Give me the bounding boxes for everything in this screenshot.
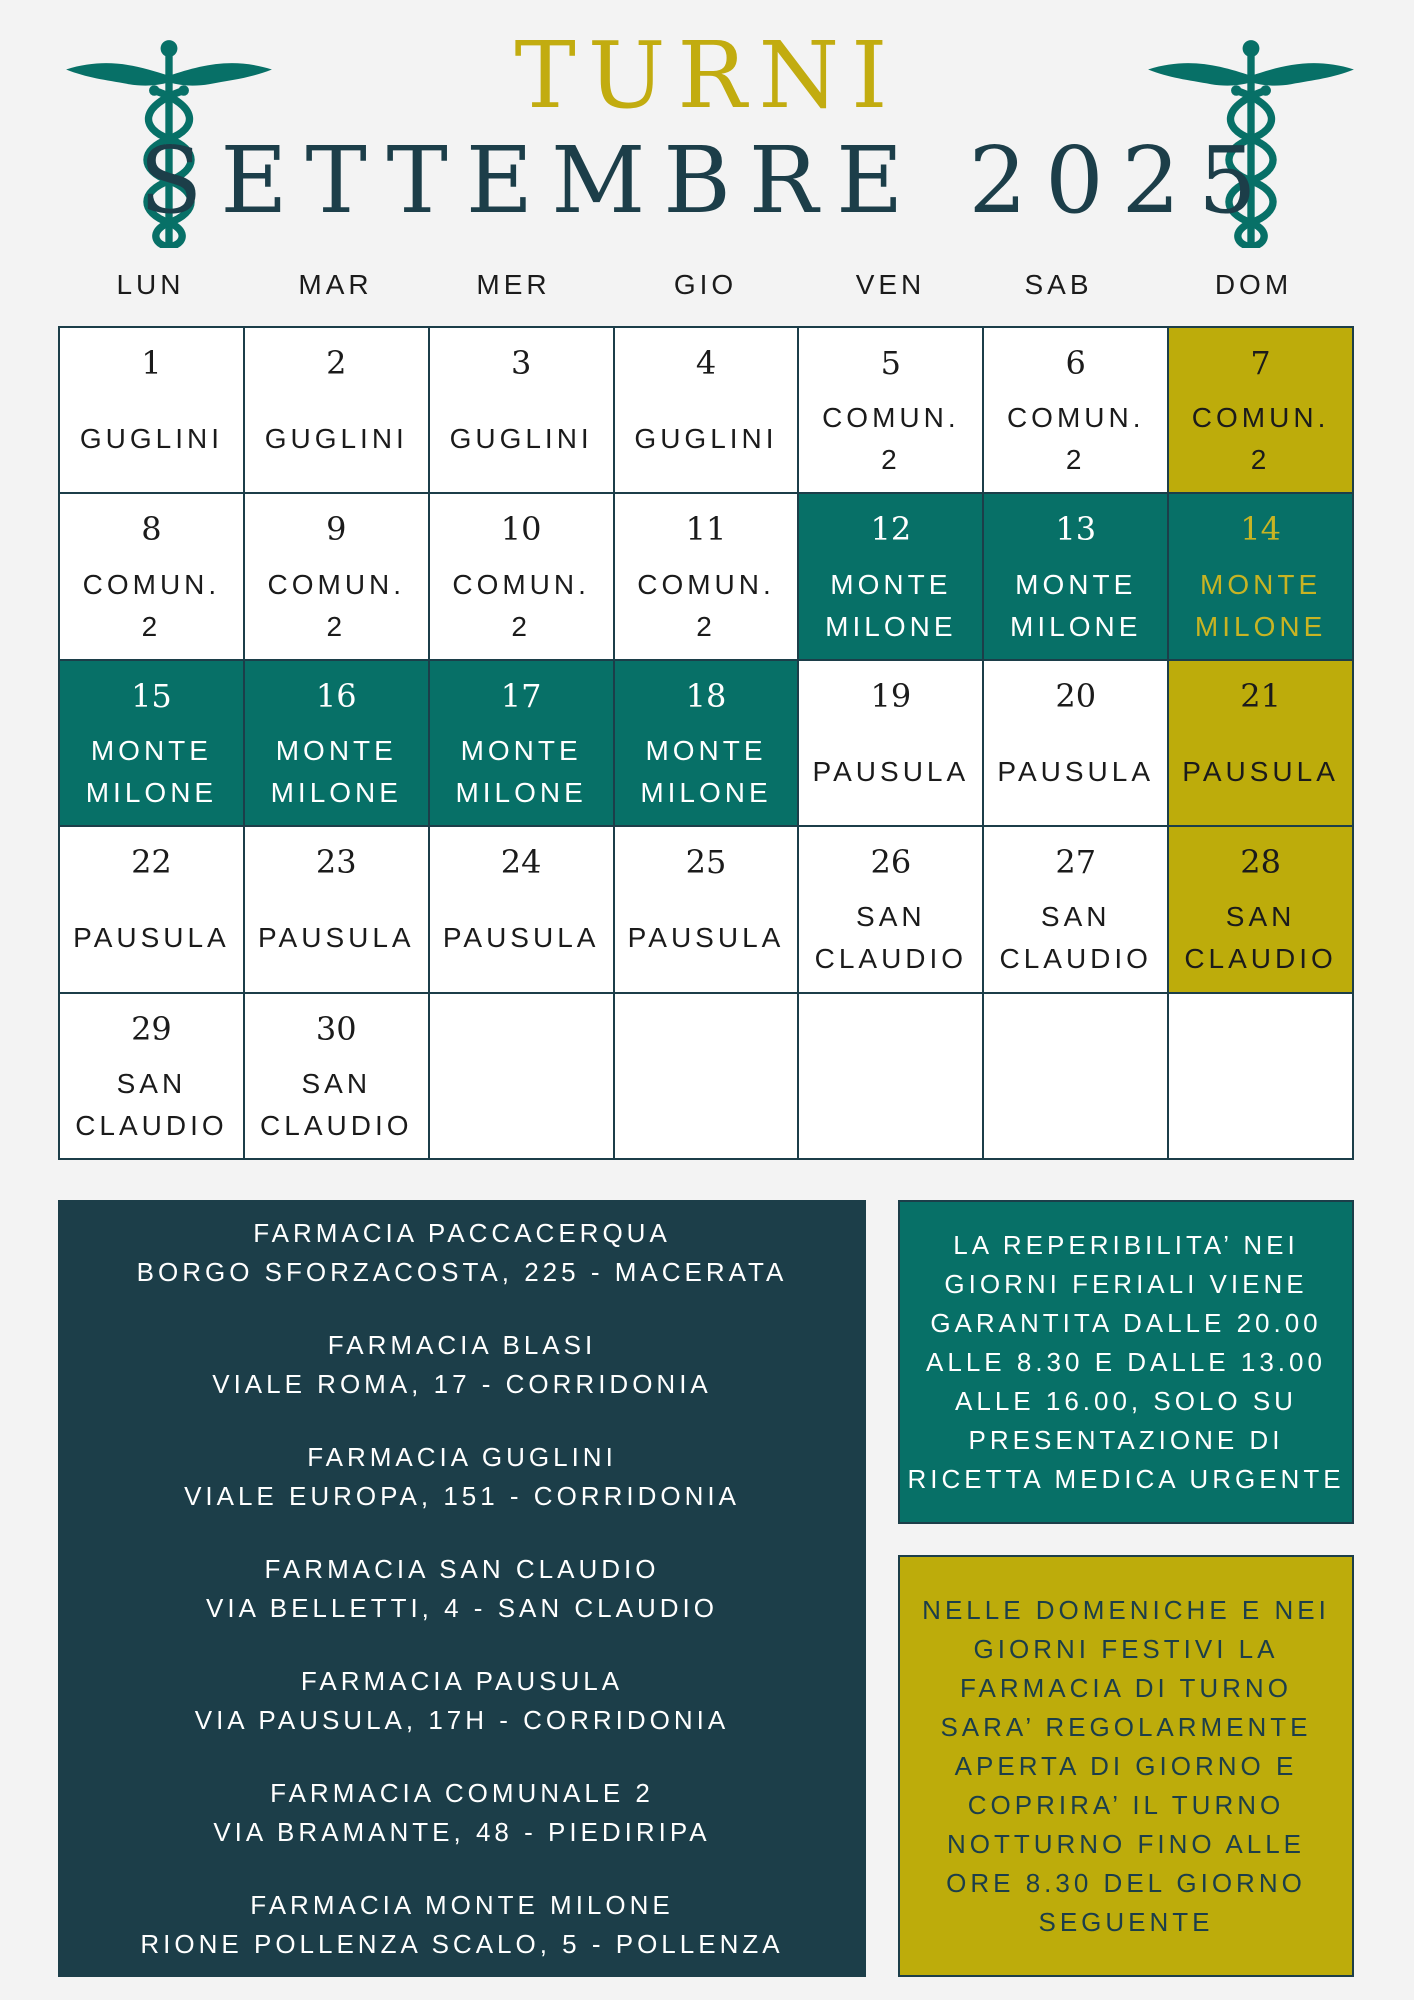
pharmacy-name: FARMACIA MONTE MILONE <box>250 1890 674 1920</box>
holiday-availability-note: NELLE DOMENICHE E NEI GIORNI FESTIVI LA FARMACIA DI TURNO SARA’ REGOLARMENTE APERTA DI GIORNO E COPRIRA’ IL TURNO NOTTURNO FINO ALLE ORE 8.30 DEL GIORNO SEGUENTE <box>898 1555 1354 1977</box>
day-number: 21 <box>1240 676 1281 715</box>
calendar-day-cell <box>244 493 429 659</box>
day-number: 29 <box>131 1009 172 1048</box>
day-number: 28 <box>1240 843 1281 882</box>
duty-pharmacy-label: COMUN. 2 <box>267 568 406 642</box>
calendar-day-cell <box>983 660 1168 826</box>
day-number: 27 <box>1055 843 1097 882</box>
calendar-day-cell <box>798 493 983 659</box>
weekday-availability-note: LA REPERIBILITA’ NEI GIORNI FERIALI VIENE GARANTITA DALLE 20.00 ALLE 8.30 E DALLE 13.00 ALLE 16.00, SOLO SU PRESENTAZIONE DI RICETTA MEDICA URGENTE <box>898 1200 1354 1524</box>
duty-pharmacy-label: MONTE MILONE <box>270 734 402 808</box>
day-number: 14 <box>1240 510 1281 549</box>
duty-pharmacy-label: COMUN. 2 <box>637 568 775 642</box>
calendar-day-cell <box>244 993 429 1159</box>
day-number: 24 <box>500 843 542 882</box>
day-number: 3 <box>510 344 532 382</box>
day-number: 15 <box>131 676 172 715</box>
duty-pharmacy-label: COMUN. 2 <box>1006 402 1145 476</box>
duty-pharmacy-label: COMUN. 2 <box>82 568 221 642</box>
duty-pharmacy-label: MONTE MILONE <box>1194 568 1327 642</box>
calendar-day-cell <box>1168 327 1353 493</box>
weekday-label: GIO <box>673 269 738 300</box>
pharmacy-address: VIALE ROMA, 17 - CORRIDONIA <box>212 1369 712 1399</box>
calendar-day-cell <box>429 993 614 1159</box>
calendar-day-cell <box>614 826 799 992</box>
calendar-day-cell <box>1168 993 1353 1159</box>
duty-pharmacy-label <box>1169 1058 1352 1152</box>
day-number: 1 <box>141 344 162 382</box>
duty-pharmacy-label: MONTE MILONE <box>455 734 587 808</box>
duty-pharmacy-label: SAN CLAUDIO <box>75 1067 228 1141</box>
day-number: 12 <box>870 510 912 549</box>
duty-pharmacy-label: GUGLINI <box>79 423 223 455</box>
calendar-grid <box>58 326 1354 1160</box>
duty-pharmacy-label <box>984 1058 1167 1152</box>
calendar-day-cell <box>59 993 244 1159</box>
duty-pharmacy-label: SAN CLAUDIO <box>1184 901 1337 975</box>
day-number: 18 <box>685 676 727 715</box>
duty-pharmacy-label: PAUSULA <box>73 922 230 954</box>
day-number: 20 <box>1055 676 1097 715</box>
calendar-day-cell <box>1168 660 1353 826</box>
duty-pharmacy-label <box>615 1058 798 1152</box>
calendar-day-cell <box>983 327 1168 493</box>
day-number: 7 <box>1250 344 1271 382</box>
duty-pharmacy-label <box>799 1058 982 1152</box>
duty-pharmacy-label: PAUSULA <box>997 755 1155 787</box>
weekday-label: SAB <box>1024 269 1093 300</box>
duty-pharmacy-label: MONTE MILONE <box>85 734 218 808</box>
day-number: 23 <box>315 843 357 882</box>
day-number: 6 <box>1065 344 1086 382</box>
page-title: TURNI <box>514 22 900 129</box>
day-number: 2 <box>326 344 347 382</box>
day-number: 17 <box>500 676 542 715</box>
pharmacy-entry <box>58 1662 866 1740</box>
day-number: 10 <box>500 510 542 549</box>
pharmacy-entry <box>58 1550 866 1628</box>
weekday-label: MER <box>476 269 551 300</box>
duty-pharmacy-label: PAUSULA <box>812 755 970 787</box>
calendar-day-cell <box>798 327 983 493</box>
duty-pharmacy-label: COMUN. 2 <box>452 568 590 642</box>
duty-pharmacy-label: PAUSULA <box>627 922 785 954</box>
duty-pharmacy-label: PAUSULA <box>442 922 600 954</box>
day-number: 8 <box>141 510 162 549</box>
pharmacy-address: VIA BELLETTI, 4 - SAN CLAUDIO <box>206 1593 718 1623</box>
calendar-day-cell <box>429 660 614 826</box>
calendar-day-cell <box>59 660 244 826</box>
day-number: 5 <box>880 344 902 382</box>
pharmacy-name: FARMACIA PAUSULA <box>300 1666 624 1696</box>
calendar-day-cell <box>429 327 614 493</box>
pharmacy-address: VIALE EUROPA, 151 - CORRIDONIA <box>184 1481 740 1511</box>
calendar-day-cell <box>614 993 799 1159</box>
duty-pharmacy-label: SAN CLAUDIO <box>260 1067 413 1141</box>
pharmacy-address: VIA PAUSULA, 17H - CORRIDONIA <box>194 1705 730 1735</box>
duty-pharmacy-label: MONTE MILONE <box>1010 568 1142 642</box>
pharmacy-entry <box>58 1886 866 1964</box>
day-number: 26 <box>870 843 912 882</box>
calendar-day-cell <box>429 493 614 659</box>
calendar-day-cell <box>59 826 244 992</box>
pharmacy-entry <box>58 1438 866 1516</box>
weekday-label: DOM <box>1214 269 1293 300</box>
duty-pharmacy-label: GUGLINI <box>449 423 593 455</box>
day-number: 4 <box>695 344 717 382</box>
calendar-day-cell <box>59 327 244 493</box>
day-number: 9 <box>326 510 347 549</box>
weekday-label: LUN <box>116 269 185 300</box>
duty-pharmacy-label: SAN CLAUDIO <box>814 901 968 975</box>
day-number: 11 <box>685 510 727 549</box>
pharmacy-name: FARMACIA BLASI <box>327 1330 597 1360</box>
pharmacy-entry <box>58 1326 866 1404</box>
duty-pharmacy-label: PAUSULA <box>257 922 415 954</box>
calendar-day-cell <box>983 493 1168 659</box>
calendar-day-cell <box>798 826 983 992</box>
calendar-day-cell <box>244 327 429 493</box>
calendar-day-cell <box>798 993 983 1159</box>
calendar-day-cell <box>614 493 799 659</box>
pharmacy-name: FARMACIA SAN CLAUDIO <box>264 1554 660 1584</box>
pharmacy-address-list <box>58 1200 866 1977</box>
duty-pharmacy-label: GUGLINI <box>264 423 408 455</box>
calendar-day-cell <box>614 327 799 493</box>
duty-pharmacy-label: COMUN. 2 <box>822 402 960 476</box>
calendar-day-cell <box>1168 493 1353 659</box>
pharmacy-address: BORGO SFORZACOSTA, 225 - MACERATA <box>136 1257 788 1287</box>
page-subtitle: SETTEMBRE 2025 <box>139 127 1275 234</box>
pharmacy-entry <box>58 1214 866 1292</box>
duty-pharmacy-label: PAUSULA <box>1182 755 1339 787</box>
calendar-day-cell <box>244 660 429 826</box>
calendar-day-cell <box>244 826 429 992</box>
pharmacy-address: RIONE POLLENZA SCALO, 5 - POLLENZA <box>140 1929 784 1959</box>
pharmacy-name: FARMACIA PACCACERQUA <box>253 1218 671 1248</box>
day-number: 30 <box>315 1009 357 1048</box>
pharmacy-entry <box>58 1774 866 1852</box>
weekday-header <box>58 265 1354 305</box>
duty-pharmacy-label: GUGLINI <box>634 423 778 455</box>
weekday-label: MAR <box>298 269 373 300</box>
day-number: 19 <box>870 676 912 715</box>
duty-pharmacy-label: MONTE MILONE <box>825 568 957 642</box>
day-number: 13 <box>1055 510 1097 549</box>
day-number: 22 <box>131 843 172 882</box>
calendar-day-cell <box>614 660 799 826</box>
calendar-day-cell <box>798 660 983 826</box>
duty-pharmacy-label: MONTE MILONE <box>640 734 772 808</box>
calendar-day-cell <box>59 493 244 659</box>
duty-pharmacy-label: COMUN. 2 <box>1191 402 1330 476</box>
pharmacy-name: FARMACIA COMUNALE 2 <box>270 1778 654 1808</box>
day-number: 16 <box>315 676 357 715</box>
pharmacy-name: FARMACIA GUGLINI <box>307 1442 617 1472</box>
calendar-day-cell <box>983 826 1168 992</box>
pharmacy-address: VIA BRAMANTE, 48 - PIEDIRIPA <box>213 1817 711 1847</box>
calendar-day-cell <box>1168 826 1353 992</box>
day-number: 25 <box>685 843 727 882</box>
weekday-label: VEN <box>855 269 926 300</box>
duty-pharmacy-label <box>430 1058 613 1152</box>
calendar-day-cell <box>429 826 614 992</box>
duty-pharmacy-label: SAN CLAUDIO <box>999 901 1152 975</box>
calendar-day-cell <box>983 993 1168 1159</box>
